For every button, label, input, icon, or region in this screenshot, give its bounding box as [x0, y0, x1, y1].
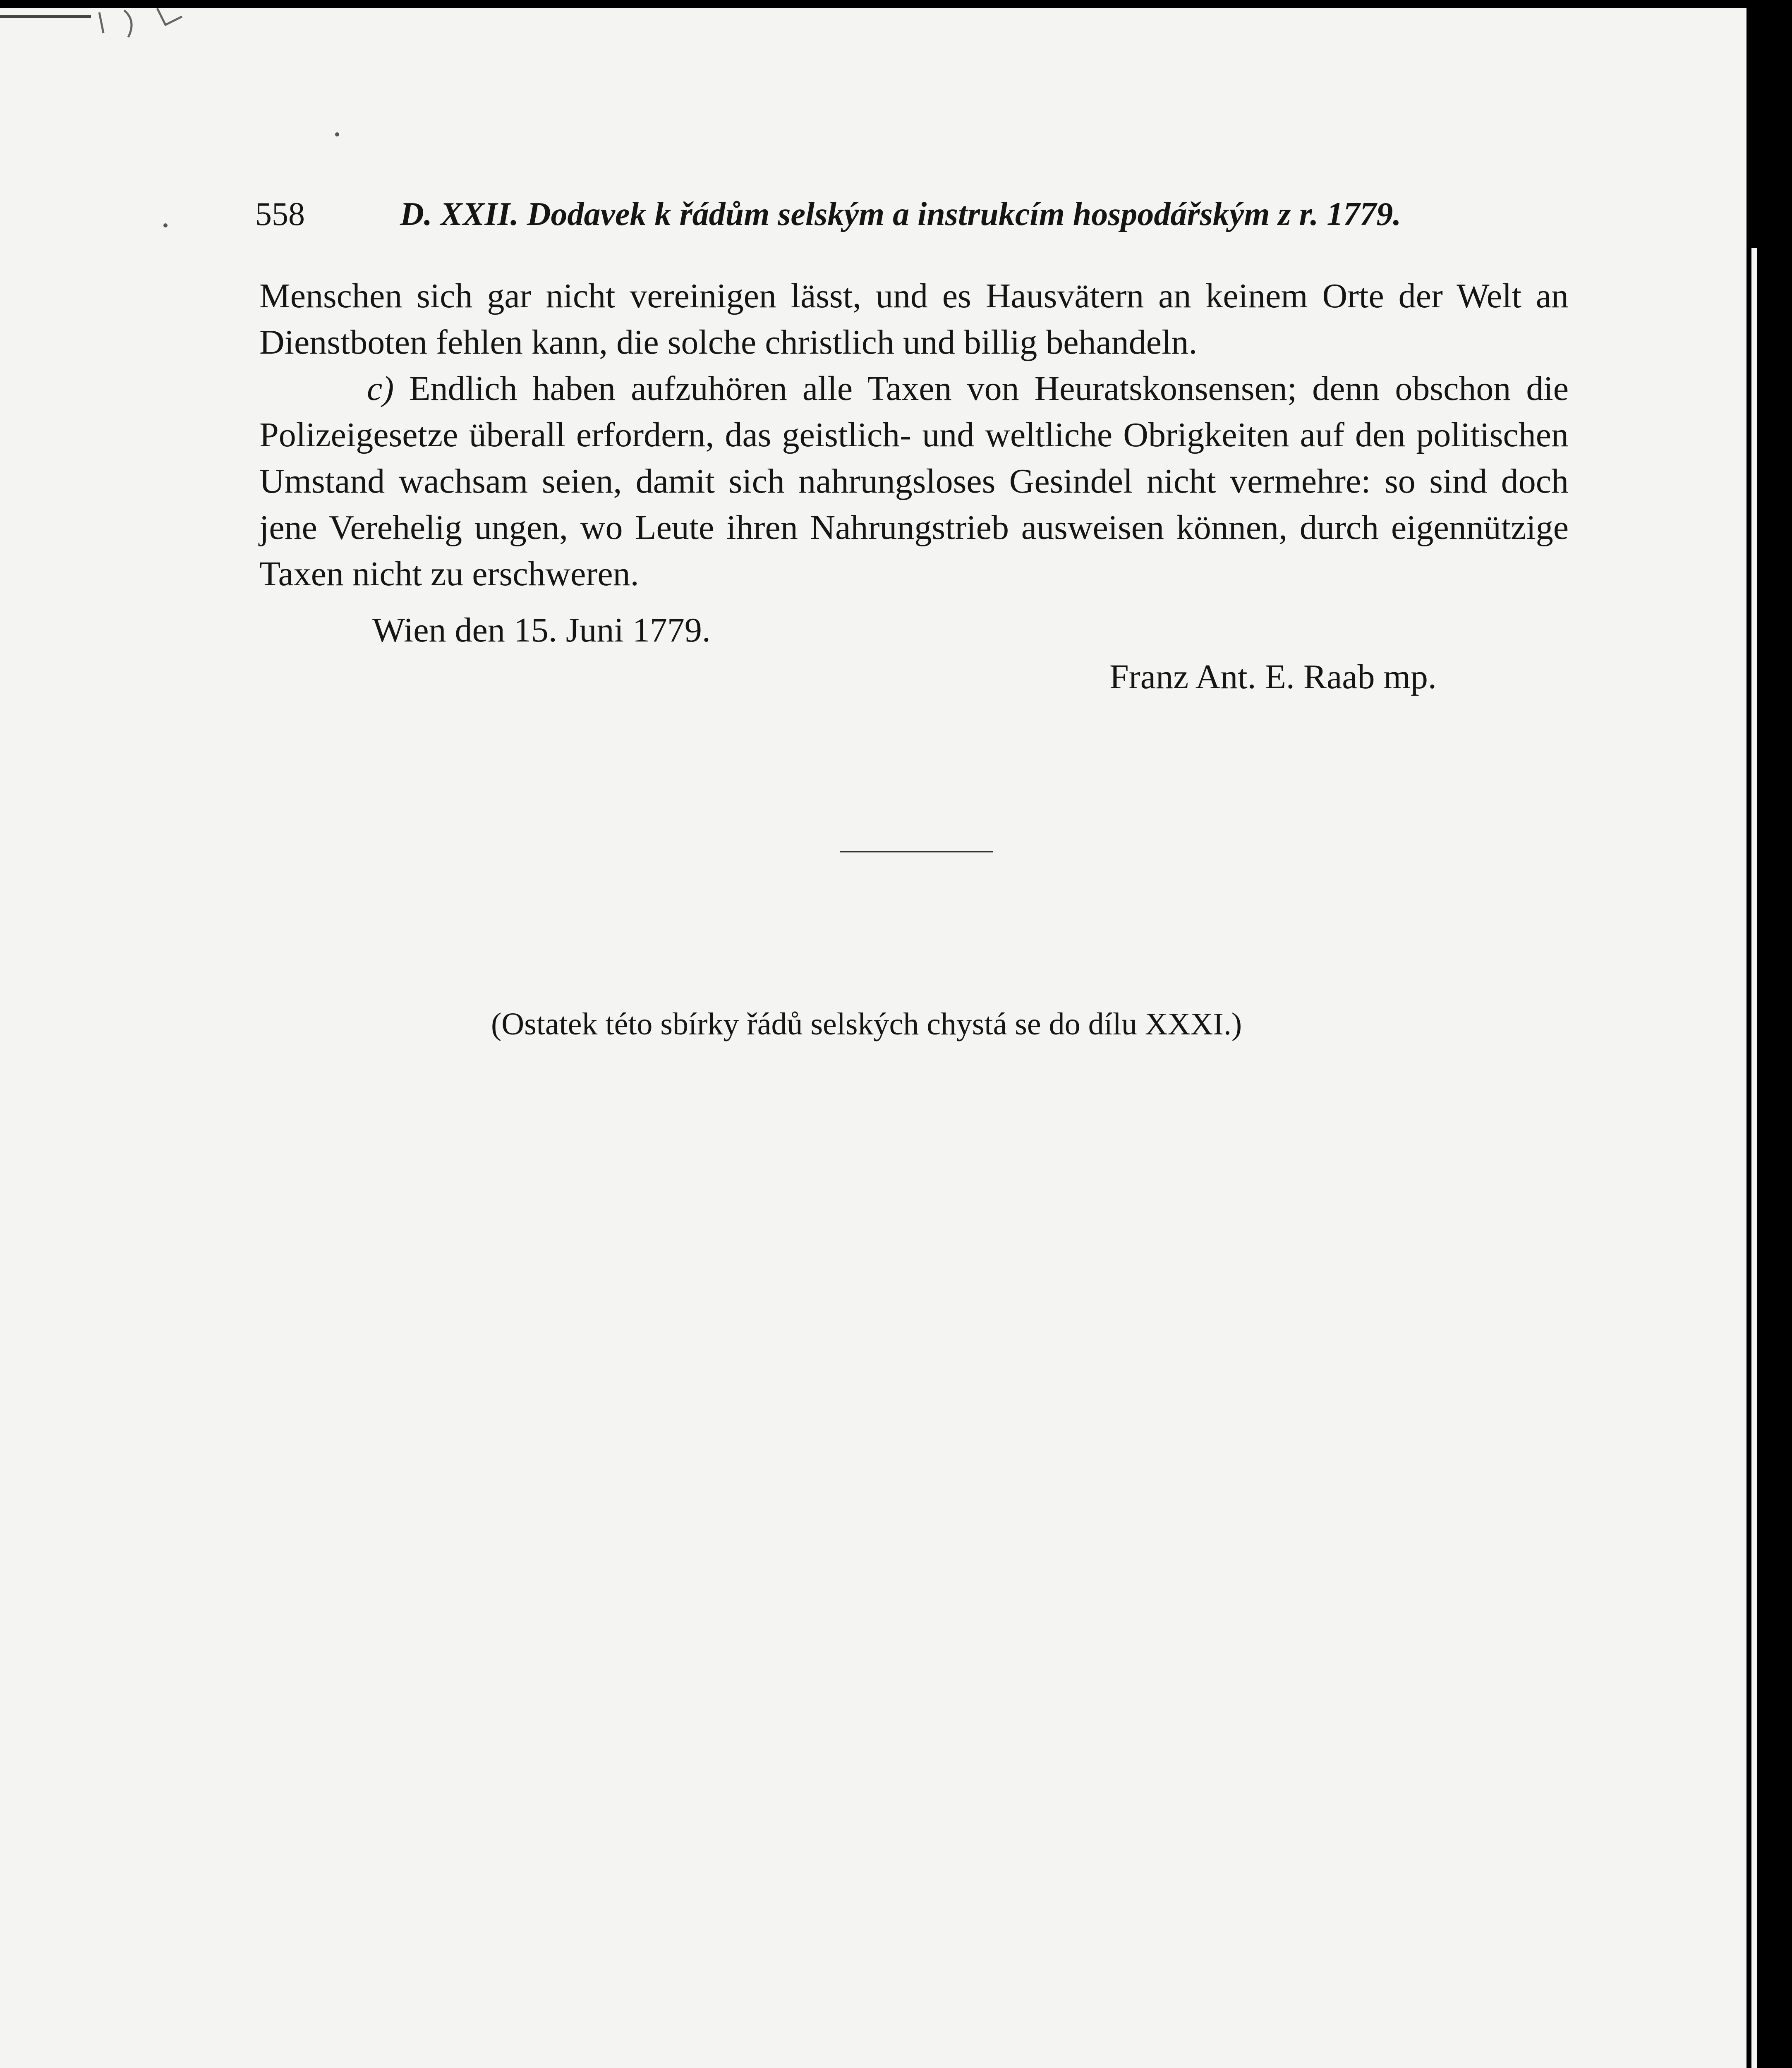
- scan-speck: [163, 223, 168, 227]
- scan-edge-strip: [1751, 248, 1757, 2068]
- paragraph-c: [259, 366, 1569, 597]
- paragraph-continuation: Menschen sich gar nicht vereinigen lässt, und es Hausvätern an keinem Orte der Welt an Dienstboten fehlen kann, die solche christlich und billig behandeln.: [259, 277, 1569, 361]
- signature: Franz Ant. E. Raab mp.: [1109, 658, 1437, 696]
- document-page: [0, 8, 1746, 2068]
- paragraph-label: c): [367, 369, 394, 408]
- editorial-note: (Ostatek této sbírky řádů selských chystá se do dílu XXXI.): [491, 1007, 1242, 1041]
- page-header: [255, 198, 1401, 231]
- scan-speck: [335, 132, 339, 136]
- section-divider: [840, 851, 993, 852]
- running-title: D. XXII. Dodavek k řádům selským a instrukcím hospodářským z r. 1779.: [400, 196, 1401, 232]
- date-line: Wien den 15. Juni 1779.: [372, 611, 711, 649]
- page-number: 558: [255, 196, 305, 232]
- body-text: [259, 273, 1569, 597]
- scan-corner-artifact: [0, 8, 199, 45]
- paragraph-c-text: Endlich haben aufzuhören alle Taxen von Heuratskonsensen; denn obschon die Polizeigesetze überall erfordern, das geistlich- und weltliche Obrigkeiten auf den politischen Umstand wachsam seien, damit sich nahrungsloses Gesindel nicht vermehre: so sind doch jene Verehelig ungen, wo Leute ihren Nahrungstrieb ausweisen können, durch eigennützige Taxen nicht zu erschweren.: [259, 369, 1569, 593]
